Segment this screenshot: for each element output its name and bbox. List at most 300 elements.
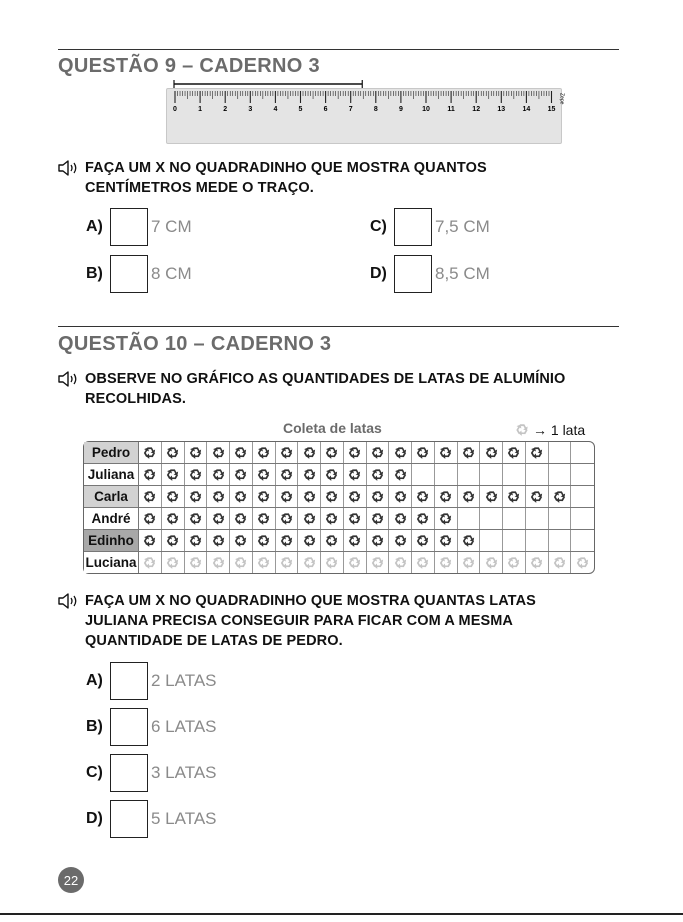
chart-cell — [207, 486, 230, 507]
chart-cell — [526, 530, 549, 551]
chart-cell — [549, 552, 572, 573]
chart-cell — [276, 530, 299, 551]
recycle-icon — [233, 555, 248, 570]
ruler-label: 0 — [173, 106, 177, 113]
chart-cell — [458, 508, 481, 529]
chart-cell — [367, 552, 390, 573]
chart-cell — [207, 552, 230, 573]
recycle-icon — [302, 445, 317, 460]
recycle-icon — [529, 555, 544, 570]
chart-cell — [344, 486, 367, 507]
chart-row — [84, 485, 594, 507]
chart-cell — [344, 464, 367, 485]
chart-cell — [458, 486, 481, 507]
chart-cell — [503, 442, 526, 463]
q10-option-a — [86, 662, 217, 700]
chart-cell — [389, 442, 412, 463]
answer-checkbox[interactable] — [110, 255, 148, 293]
recycle-icon — [324, 445, 339, 460]
chart-cell — [503, 464, 526, 485]
recycle-icon — [484, 445, 499, 460]
question-10-intro — [85, 369, 565, 409]
instruction-text: QUANTIDADE DE LATAS DE PEDRO. — [85, 633, 343, 649]
instruction-text: NO QUADRADINHO QUE MOSTRA QUANTAS LATAS — [165, 593, 536, 609]
recycle-icon — [165, 467, 180, 482]
recycle-icon — [484, 489, 499, 504]
chart-cell — [253, 486, 276, 507]
ruler-label: 11 — [447, 106, 455, 113]
recycle-icon — [302, 533, 317, 548]
chart-cell — [571, 442, 594, 463]
q9-option-d — [370, 255, 490, 293]
chart-cell — [367, 442, 390, 463]
recycle-icon — [324, 489, 339, 504]
chart-row — [84, 463, 594, 485]
row-label: Carla — [84, 486, 139, 507]
option-letter: C) — [86, 764, 103, 781]
recycle-icon — [438, 445, 453, 460]
instruction-text: JULIANA PRECISA CONSEGUIR PARA FICAR COM A MESMA — [85, 613, 513, 629]
option-letter: A) — [86, 672, 103, 689]
q10-option-c — [86, 754, 217, 792]
recycle-icon — [256, 533, 271, 548]
recycle-icon — [211, 511, 226, 526]
chart-cell — [139, 486, 162, 507]
chart-cell — [480, 442, 503, 463]
chart-cell — [503, 486, 526, 507]
chart-cell — [162, 530, 185, 551]
chart-cell — [571, 508, 594, 529]
chart-cell — [162, 552, 185, 573]
recycle-icon — [415, 489, 430, 504]
q9-option-b — [86, 255, 192, 293]
chart-cell — [185, 464, 208, 485]
chart-cell — [526, 464, 549, 485]
recycle-icon — [438, 511, 453, 526]
intro-text: OBSERVE NO GRÁFICO AS QUANTIDADES DE LATAS DE ALUMÍNIO — [85, 371, 566, 387]
recycle-icon — [142, 511, 157, 526]
chart-cell — [230, 486, 253, 507]
chart-cell — [185, 552, 208, 573]
chart-cell — [435, 508, 458, 529]
answer-checkbox[interactable] — [110, 662, 148, 700]
recycle-icon — [529, 489, 544, 504]
chart-cell — [139, 442, 162, 463]
chart-cell — [571, 552, 594, 573]
ruler-label: 1 — [198, 106, 203, 113]
speaker-icon[interactable] — [58, 160, 80, 176]
recycle-icon — [438, 533, 453, 548]
recycle-icon — [324, 555, 339, 570]
chart-cell — [298, 442, 321, 463]
recycle-icon — [506, 489, 521, 504]
ruler-label: 15 — [547, 106, 556, 113]
chart-cell — [230, 530, 253, 551]
recycle-icon — [211, 445, 226, 460]
ruler-brand: Zepe — [558, 93, 565, 105]
chart-cell — [344, 530, 367, 551]
recycle-icon — [461, 533, 476, 548]
chart-cell — [458, 442, 481, 463]
recycle-icon — [188, 555, 203, 570]
recycle-icon — [165, 489, 180, 504]
chart-cell — [230, 552, 253, 573]
recycle-icon — [370, 555, 385, 570]
recycle-icon — [302, 511, 317, 526]
chart-cell — [367, 464, 390, 485]
ruler-label: 12 — [472, 106, 481, 113]
chart-cell — [276, 508, 299, 529]
chart-cell — [458, 464, 481, 485]
recycle-icon — [165, 511, 180, 526]
recycle-icon — [324, 511, 339, 526]
ruler-label: 3 — [248, 106, 253, 113]
option-text: 7,5 CM — [435, 217, 490, 236]
recycle-icon — [233, 467, 248, 482]
recycle-icon — [256, 445, 271, 460]
q10-option-d — [86, 800, 217, 838]
recycle-icon — [347, 555, 362, 570]
chart-cell — [389, 552, 412, 573]
recycle-icon — [370, 467, 385, 482]
recycle-icon — [347, 489, 362, 504]
answer-checkbox[interactable] — [110, 208, 148, 246]
chart-cell — [276, 486, 299, 507]
answer-checkbox[interactable] — [110, 754, 148, 792]
recycle-icon — [188, 511, 203, 526]
recycle-icon — [256, 489, 271, 504]
chart-cell — [162, 464, 185, 485]
ruler-scale — [167, 89, 565, 143]
chart-cell — [526, 508, 549, 529]
recycle-icon — [370, 533, 385, 548]
chart-cell — [503, 552, 526, 573]
recycle-icon — [256, 467, 271, 482]
chart-cell — [571, 486, 594, 507]
chart-cell — [389, 508, 412, 529]
chart-cell — [549, 508, 572, 529]
chart-cell — [389, 486, 412, 507]
chart-cell — [503, 530, 526, 551]
option-text: 2 LATAS — [151, 671, 217, 690]
recycle-icon — [415, 445, 430, 460]
recycle-icon — [279, 489, 294, 504]
recycle-icon — [188, 533, 203, 548]
chart-cell — [185, 486, 208, 507]
chart-cell — [321, 486, 344, 507]
chart-cell — [435, 464, 458, 485]
recycle-icon — [279, 555, 294, 570]
instruction-text: FAÇA UM — [85, 593, 156, 609]
chart-cell — [207, 464, 230, 485]
chart-cell — [139, 530, 162, 551]
chart-row — [84, 551, 594, 573]
chart-cell — [435, 530, 458, 551]
recycle-icon — [233, 511, 248, 526]
section-divider — [58, 326, 619, 327]
chart-cell — [139, 464, 162, 485]
recycle-icon — [188, 445, 203, 460]
chart-row — [84, 529, 594, 551]
chart-cell — [298, 530, 321, 551]
chart-cell — [253, 464, 276, 485]
legend-label: → 1 lata — [533, 421, 586, 438]
chart-cell — [298, 464, 321, 485]
recycle-icon — [188, 467, 203, 482]
chart-cell — [526, 442, 549, 463]
question-10-instruction — [85, 591, 536, 651]
recycle-icon — [211, 467, 226, 482]
ruler-label: 10 — [422, 106, 430, 113]
recycle-icon — [211, 533, 226, 548]
chart-cell — [253, 530, 276, 551]
ruler-label: 14 — [522, 106, 531, 113]
recycle-icon — [461, 445, 476, 460]
row-label: Luciana — [84, 552, 139, 573]
recycle-icon — [393, 467, 408, 482]
recycle-icon — [347, 511, 362, 526]
recycle-icon — [302, 489, 317, 504]
recycle-icon — [393, 445, 408, 460]
option-letter: B) — [86, 718, 103, 735]
recycle-icon — [142, 533, 157, 548]
chart-cell — [344, 442, 367, 463]
answer-checkbox[interactable] — [110, 800, 148, 838]
chart-cell — [412, 508, 435, 529]
recycle-icon — [393, 533, 408, 548]
instruction-text: CENTÍMETROS MEDE O TRAÇO. — [85, 180, 314, 196]
question-10-title: QUESTÃO 10 – CADERNO 3 — [58, 333, 332, 355]
recycle-icon — [415, 511, 430, 526]
ruler — [166, 88, 565, 144]
recycle-icon — [142, 489, 157, 504]
recycle-icon — [188, 489, 203, 504]
row-label: Pedro — [84, 442, 139, 463]
chart-cell — [207, 508, 230, 529]
speaker-icon[interactable] — [58, 371, 80, 387]
chart-cell — [503, 508, 526, 529]
option-text: 6 LATAS — [151, 717, 217, 736]
recycle-icon — [211, 555, 226, 570]
chart-cell — [253, 508, 276, 529]
recycle-icon — [324, 533, 339, 548]
recycle-icon — [324, 467, 339, 482]
recycle-icon — [256, 511, 271, 526]
recycle-icon — [506, 445, 521, 460]
recycle-icon — [302, 555, 317, 570]
option-letter: D) — [86, 810, 103, 827]
chart-cell — [435, 486, 458, 507]
recycle-icon — [165, 555, 180, 570]
recycle-icon — [552, 489, 567, 504]
option-letter: D) — [370, 265, 387, 282]
pictograph-chart — [83, 441, 595, 574]
chart-cell — [389, 530, 412, 551]
chart-cell — [230, 442, 253, 463]
question-9-title: QUESTÃO 9 – CADERNO 3 — [58, 55, 320, 77]
chart-cell — [230, 508, 253, 529]
chart-cell — [412, 530, 435, 551]
chart-cell — [185, 442, 208, 463]
ruler-label: 7 — [348, 106, 353, 113]
chart-cell — [435, 552, 458, 573]
recycle-icon — [279, 511, 294, 526]
recycle-icon — [415, 533, 430, 548]
option-letter: C) — [370, 218, 387, 235]
recycle-icon — [233, 489, 248, 504]
recycle-icon — [302, 467, 317, 482]
chart-cell — [162, 442, 185, 463]
recycle-icon — [461, 555, 476, 570]
chart-cell — [549, 486, 572, 507]
recycle-icon — [438, 555, 453, 570]
recycle-icon — [513, 421, 531, 438]
chart-cell — [480, 508, 503, 529]
recycle-icon — [165, 445, 180, 460]
chart-row — [84, 507, 594, 529]
recycle-icon — [506, 555, 521, 570]
recycle-icon — [233, 445, 248, 460]
recycle-icon — [347, 533, 362, 548]
recycle-icon — [347, 445, 362, 460]
recycle-icon — [370, 489, 385, 504]
instruction-x: X — [155, 160, 166, 176]
ruler-label: 13 — [497, 106, 506, 113]
chart-cell — [321, 552, 344, 573]
chart-cell — [458, 530, 481, 551]
chart-cell — [412, 442, 435, 463]
chart-cell — [298, 552, 321, 573]
chart-cell — [549, 530, 572, 551]
chart-cell — [367, 530, 390, 551]
chart-cell — [276, 552, 299, 573]
chart-title: Coleta de latas — [283, 420, 382, 436]
chart-cell — [162, 508, 185, 529]
chart-cell — [230, 464, 253, 485]
option-letter: B) — [86, 265, 103, 282]
q9-option-c — [370, 208, 490, 246]
recycle-icon — [347, 467, 362, 482]
recycle-icon — [438, 489, 453, 504]
recycle-icon — [370, 511, 385, 526]
recycle-icon — [529, 445, 544, 460]
q10-option-b — [86, 708, 217, 746]
option-letter: A) — [86, 218, 103, 235]
recycle-icon — [393, 555, 408, 570]
recycle-icon — [256, 555, 271, 570]
ruler-label: 5 — [298, 106, 303, 113]
chart-cell — [253, 552, 276, 573]
intro-text: RECOLHIDAS. — [85, 391, 186, 407]
recycle-icon — [279, 533, 294, 548]
answer-checkbox[interactable] — [110, 708, 148, 746]
chart-cell — [321, 442, 344, 463]
instruction-text: FAÇA UM — [85, 160, 156, 176]
chart-cell — [298, 486, 321, 507]
chart-cell — [480, 486, 503, 507]
q9-option-a — [86, 208, 192, 246]
option-text: 7 CM — [151, 217, 192, 236]
speaker-icon[interactable] — [58, 593, 80, 609]
chart-cell — [298, 508, 321, 529]
chart-cell — [253, 442, 276, 463]
chart-cell — [435, 442, 458, 463]
recycle-icon — [279, 467, 294, 482]
chart-cell — [571, 530, 594, 551]
chart-cell — [321, 508, 344, 529]
chart-cell — [162, 486, 185, 507]
measured-trace — [166, 78, 560, 92]
question-9-instruction — [85, 158, 487, 198]
page-bottom-border — [0, 913, 683, 915]
chart-cell — [526, 486, 549, 507]
recycle-icon — [484, 555, 499, 570]
answer-checkbox[interactable] — [394, 208, 432, 246]
chart-cell — [389, 464, 412, 485]
recycle-icon — [552, 555, 567, 570]
chart-cell — [276, 464, 299, 485]
chart-cell — [185, 530, 208, 551]
option-text: 5 LATAS — [151, 809, 217, 828]
chart-cell — [412, 486, 435, 507]
chart-cell — [367, 508, 390, 529]
chart-cell — [571, 464, 594, 485]
section-divider-top — [58, 49, 619, 50]
chart-cell — [185, 508, 208, 529]
ruler-label: 6 — [323, 106, 328, 113]
instruction-x: X — [155, 593, 166, 609]
recycle-icon — [279, 445, 294, 460]
recycle-icon — [165, 533, 180, 548]
row-label: André — [84, 508, 139, 529]
ruler-label: 9 — [398, 106, 403, 113]
recycle-icon — [575, 555, 590, 570]
chart-cell — [412, 464, 435, 485]
chart-cell — [344, 508, 367, 529]
chart-cell — [276, 442, 299, 463]
chart-row — [84, 442, 594, 463]
recycle-icon — [370, 445, 385, 460]
chart-cell — [207, 530, 230, 551]
recycle-icon — [393, 489, 408, 504]
option-text: 8 CM — [151, 264, 192, 283]
answer-checkbox[interactable] — [394, 255, 432, 293]
chart-cell — [321, 464, 344, 485]
recycle-icon — [142, 467, 157, 482]
chart-cell — [367, 486, 390, 507]
row-label: Juliana — [84, 464, 139, 485]
chart-cell — [344, 552, 367, 573]
recycle-icon — [233, 533, 248, 548]
recycle-icon — [142, 555, 157, 570]
chart-cell — [480, 552, 503, 573]
chart-cell — [139, 552, 162, 573]
ruler-label: 8 — [373, 106, 378, 113]
ruler-label: 4 — [273, 106, 278, 113]
chart-cell — [458, 552, 481, 573]
option-text: 8,5 CM — [435, 264, 490, 283]
ruler-label: 2 — [223, 106, 228, 113]
instruction-text: NO QUADRADINHO QUE MOSTRA QUANTOS — [165, 160, 487, 176]
chart-cell — [526, 552, 549, 573]
page-number: 22 — [58, 867, 84, 893]
recycle-icon — [211, 489, 226, 504]
chart-cell — [207, 442, 230, 463]
chart-cell — [480, 464, 503, 485]
chart-cell — [549, 464, 572, 485]
recycle-icon — [142, 445, 157, 460]
chart-cell — [321, 530, 344, 551]
